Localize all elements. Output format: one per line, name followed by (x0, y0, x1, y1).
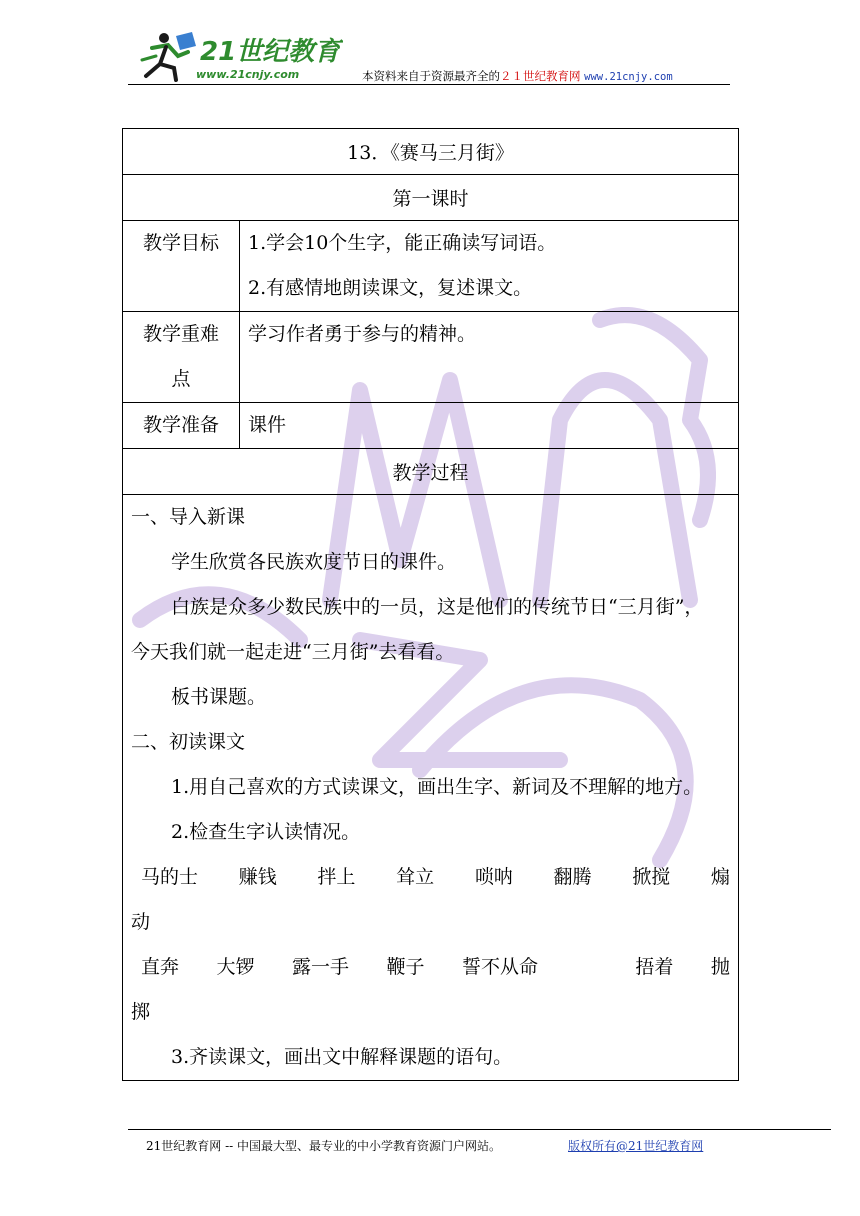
header-note-url[interactable]: www.21cnjy.com (584, 71, 673, 83)
vocab-word: 马的士 (141, 866, 199, 888)
vocab-word: 唢呐 (474, 866, 513, 888)
key-label-line2: 点 (171, 368, 191, 390)
vocab-word: 大锣 (216, 956, 255, 978)
header-note (362, 68, 673, 84)
process-label: 教学过程 (123, 449, 739, 495)
vocab-word: 誓不从命 (461, 956, 538, 978)
section-heading: 一、导入新课 (131, 506, 246, 528)
goals-row (123, 221, 739, 312)
period-row (123, 175, 739, 221)
vocab-word: 耸立 (396, 866, 435, 888)
process-row (123, 495, 739, 1081)
vocab-row-1-wrap: 动 (131, 911, 151, 933)
prep-label: 教学准备 (142, 414, 219, 436)
vocab-row-2-wrap: 掷 (131, 1001, 151, 1023)
lesson-title: 13．《赛马三月街》 (123, 129, 739, 175)
paragraph: 学生欣赏各民族欢度节日的课件。 (171, 551, 457, 573)
vocab-word: 拌上 (317, 866, 356, 888)
step-item: 1.用自己喜欢的方式读课文，画出生字、新词及不理解的地方。 (171, 776, 703, 798)
vocab-word: 抛 (710, 956, 730, 978)
header-note-site[interactable]: ２１世纪教育网 (500, 69, 581, 83)
logo-url: www.21cnjy.com (196, 68, 300, 81)
prep-content (240, 403, 739, 449)
site-logo (138, 30, 343, 84)
paragraph: 白族是众多少数民族中的一员，这是他们的传统节日“三月街”， (171, 596, 704, 618)
goals-label-cell (123, 221, 240, 312)
header-note-prefix: 本资料来自于资源最齐全的 (362, 69, 500, 83)
vocab-word: 翻腾 (553, 866, 592, 888)
vocab-word: 直奔 (141, 956, 180, 978)
section-heading: 二、初读课文 (131, 731, 246, 753)
key-points-row (123, 312, 739, 403)
vocab-word: 煽 (710, 866, 730, 888)
process-header-row (123, 449, 739, 495)
key-label-cell (123, 312, 240, 403)
goal-item: 2.有感情地朗读课文，复述课文。 (248, 277, 533, 299)
title-row (123, 129, 739, 175)
key-label-line1: 教学重难 (142, 323, 219, 345)
footer-divider (128, 1129, 831, 1130)
goal-item: 1.学会10个生字，能正确读写词语。 (248, 232, 557, 254)
vocab-word: 掀搅 (632, 866, 671, 888)
vocab-word: 赚钱 (238, 866, 277, 888)
step-item: 2.检查生字认读情况。 (171, 821, 361, 843)
lesson-plan-table (122, 128, 739, 1081)
paragraph: 板书课题。 (171, 686, 267, 708)
prep-label-cell (123, 403, 240, 449)
key-content (240, 312, 739, 403)
paragraph-continued: 今天我们就一起走进“三月街”去看看。 (131, 641, 455, 663)
vocab-word: 露一手 (291, 956, 349, 978)
prep-text: 课件 (248, 414, 287, 436)
footer-copyright-link[interactable]: 版权所有@21世纪教育网 (568, 1139, 704, 1153)
logo-title: 21世纪教育 (200, 37, 341, 67)
key-text: 学习作者勇于参与的精神。 (248, 323, 477, 345)
lesson-period: 第一课时 (123, 175, 739, 221)
goals-label: 教学目标 (142, 232, 219, 254)
footer-text: 21世纪教育网 -- 中国最大型、最专业的中小学教育资源门户网站。 (146, 1139, 502, 1153)
vocab-row-2 (131, 945, 730, 990)
process-content (123, 495, 739, 1081)
step-item: 3.齐读课文，画出文中解释课题的语句。 (171, 1046, 513, 1068)
prep-row (123, 403, 739, 449)
vocab-row-1 (131, 855, 730, 900)
goals-content (240, 221, 739, 312)
header-divider (128, 84, 730, 85)
vocab-word: 鞭子 (386, 956, 425, 978)
vocab-word: 捂着 (635, 956, 674, 978)
